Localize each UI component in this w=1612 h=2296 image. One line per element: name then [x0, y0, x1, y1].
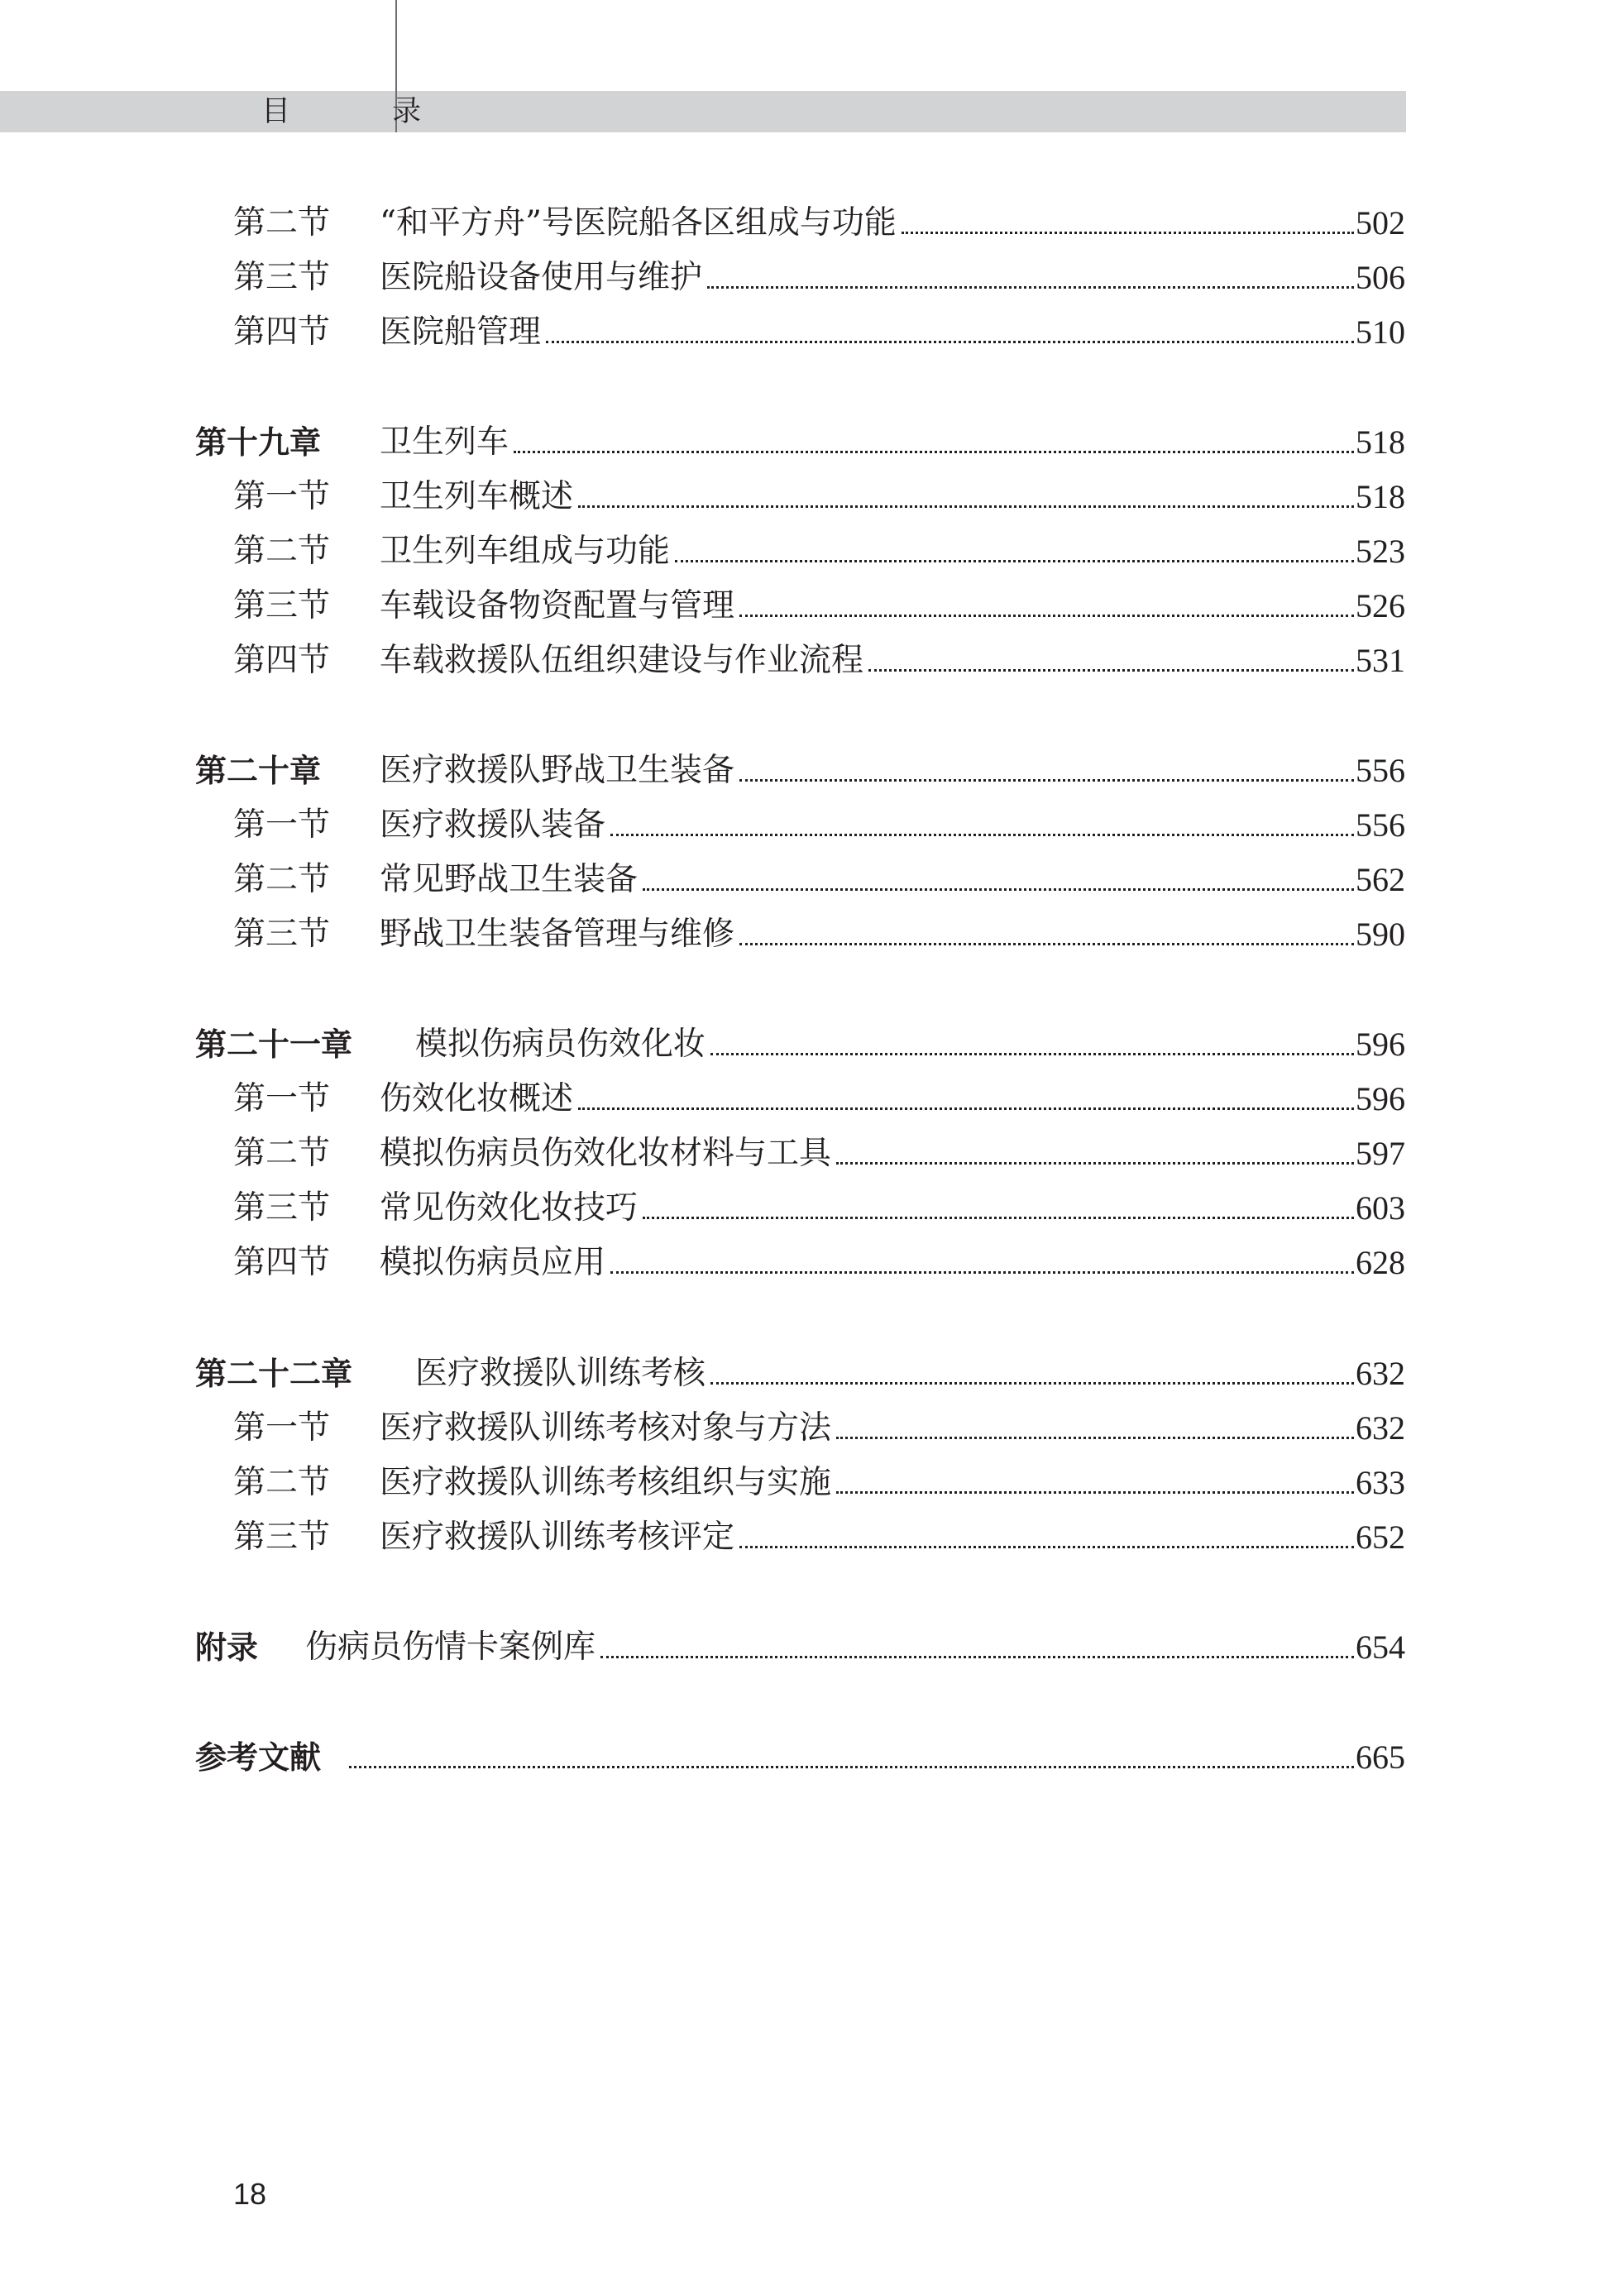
toc-entry-page: 510 [1356, 313, 1405, 351]
toc-chapter-label: 第二十二章 [195, 1356, 353, 1392]
toc-entry[interactable] [233, 801, 1405, 850]
dot-leader [836, 1491, 1354, 1494]
toc-entry-label: 第一节 [233, 1080, 331, 1117]
toc-entry-title: 医疗救援队训练考核评定 [380, 1519, 735, 1556]
toc-entry-label: 第四节 [233, 1244, 331, 1281]
toc-entry-page: 526 [1356, 587, 1405, 624]
toc-chapter[interactable] [195, 1020, 1405, 1069]
dot-leader [578, 505, 1354, 508]
dot-leader [643, 888, 1354, 891]
dot-leader [836, 1437, 1354, 1439]
toc-chapter[interactable] [195, 746, 1405, 796]
toc-entry-page: 628 [1356, 1244, 1405, 1281]
toc-entry-page: 518 [1356, 478, 1405, 515]
toc-entry-title: 伤效化妆概述 [380, 1080, 574, 1117]
toc-entry-label: 第二节 [233, 1135, 331, 1172]
dot-leader [675, 560, 1354, 562]
toc-entry-title: 常见野战卫生装备 [380, 861, 639, 898]
toc-entry-label: 第三节 [233, 916, 331, 953]
toc-entry-page: 603 [1356, 1189, 1405, 1227]
toc-entry-title: 常见伤效化妆技巧 [380, 1189, 639, 1227]
toc-chapter-page: 556 [1356, 752, 1405, 789]
toc-entry-title: 医疗救援队训练考核对象与方法 [380, 1409, 832, 1447]
toc-entry-label: 第三节 [233, 259, 331, 296]
toc-entry-page: 590 [1356, 916, 1405, 953]
toc-entry[interactable] [233, 1074, 1405, 1124]
dot-leader [739, 615, 1354, 617]
dot-leader [514, 451, 1354, 453]
toc-entry-page: 597 [1356, 1135, 1405, 1172]
dot-leader [868, 669, 1354, 672]
dot-leader [578, 1107, 1354, 1110]
toc-entry-label: 第四节 [233, 313, 331, 351]
toc-chapter-page: 596 [1356, 1026, 1405, 1063]
toc-chapter-title: 模拟伤病员伤效化妆 [415, 1026, 706, 1063]
toc-entry-label: 第一节 [233, 806, 331, 844]
toc-chapter[interactable] [195, 418, 1405, 467]
toc-entry-page: 502 [1356, 204, 1405, 242]
toc-references-label: 参考文献 [195, 1739, 322, 1776]
toc-chapter-title: 医疗救援队训练考核 [415, 1355, 706, 1392]
dot-leader [600, 1656, 1354, 1658]
dot-leader [610, 1271, 1354, 1274]
toc-entry-title: 医院船管理 [380, 313, 542, 351]
toc-chapter-label: 第十九章 [195, 424, 322, 461]
dot-leader [349, 1766, 1354, 1768]
toc-entry[interactable] [233, 1458, 1405, 1508]
toc-entry-label: 第二节 [233, 861, 331, 898]
toc-entry[interactable] [233, 636, 1405, 686]
toc-entry-title: 卫生列车组成与功能 [380, 533, 671, 570]
dot-leader [902, 232, 1354, 234]
toc-entry-label: 第三节 [233, 1189, 331, 1227]
toc-appendix-page: 654 [1356, 1629, 1405, 1666]
toc-references[interactable] [195, 1733, 1405, 1782]
toc-entry-label: 第四节 [233, 642, 331, 679]
toc-entry-title: 医疗救援队装备 [380, 806, 606, 844]
page-number: 18 [233, 2177, 267, 2211]
toc-entry-title: 医疗救援队训练考核组织与实施 [380, 1464, 832, 1501]
toc-entry-label: 第三节 [233, 587, 331, 624]
toc-entry-label: 第一节 [233, 478, 331, 515]
toc-entry-title: “和平方舟”号医院船各区组成与功能 [380, 204, 897, 242]
toc-entry-title: 车载设备物资配置与管理 [380, 587, 735, 624]
toc-entry[interactable] [233, 1129, 1405, 1179]
toc-appendix-label: 附录 [195, 1629, 259, 1666]
toc-entry-title: 医院船设备使用与维护 [380, 259, 703, 296]
toc-appendix[interactable] [195, 1623, 1405, 1672]
toc-entry-page: 596 [1356, 1080, 1405, 1117]
page-header-title: 目 录 [261, 95, 468, 128]
toc-entry[interactable] [233, 1513, 1405, 1562]
dot-leader [739, 943, 1354, 945]
dot-leader [836, 1162, 1354, 1165]
toc-entry[interactable] [233, 855, 1405, 905]
dot-leader [643, 1217, 1354, 1219]
toc-entry[interactable] [233, 308, 1405, 357]
toc-entry-page: 632 [1356, 1409, 1405, 1447]
toc-entry-page: 506 [1356, 259, 1405, 296]
toc-chapter-label: 第二十章 [195, 753, 322, 789]
dot-leader [739, 779, 1354, 782]
toc-entry-title: 车载救援队伍组织建设与作业流程 [380, 642, 864, 679]
toc-entry[interactable] [233, 253, 1405, 303]
toc-entry[interactable] [233, 910, 1405, 959]
toc-chapter-title: 医疗救援队野战卫生装备 [380, 752, 735, 789]
toc-chapter-title: 卫生列车 [380, 423, 509, 461]
toc-entry-title: 野战卫生装备管理与维修 [380, 916, 735, 953]
dot-leader [546, 341, 1354, 343]
dot-leader [710, 1053, 1354, 1055]
toc-entry-title: 卫生列车概述 [380, 478, 574, 515]
toc-entry[interactable] [233, 472, 1405, 522]
dot-leader [739, 1546, 1354, 1548]
toc-references-page: 665 [1356, 1739, 1405, 1776]
toc-chapter[interactable] [195, 1349, 1405, 1399]
toc-entry[interactable] [233, 199, 1405, 248]
dot-leader [710, 1382, 1354, 1385]
toc-entry-page: 523 [1356, 533, 1405, 570]
toc-chapter-page: 518 [1356, 423, 1405, 461]
toc-entry-page: 652 [1356, 1519, 1405, 1556]
toc-appendix-title: 伤病员伤情卡案例库 [305, 1629, 596, 1666]
toc-entry[interactable] [233, 1238, 1405, 1288]
dot-leader [610, 834, 1354, 836]
toc-entry-label: 第三节 [233, 1519, 331, 1556]
toc-entry-label: 第二节 [233, 533, 331, 570]
toc-entry-label: 第一节 [233, 1409, 331, 1447]
toc-chapter-page: 632 [1356, 1355, 1405, 1392]
toc-entry-label: 第二节 [233, 204, 331, 242]
toc-entry[interactable] [233, 1404, 1405, 1453]
toc-entry-title: 模拟伤病员应用 [380, 1244, 606, 1281]
toc-entry-title: 模拟伤病员伤效化妆材料与工具 [380, 1135, 832, 1172]
toc-entry-page: 562 [1356, 861, 1405, 898]
toc-entry-page: 556 [1356, 806, 1405, 844]
toc-entry-label: 第二节 [233, 1464, 331, 1501]
toc-chapter-label: 第二十一章 [195, 1026, 353, 1063]
toc-entry[interactable] [233, 581, 1405, 631]
toc-entry-page: 633 [1356, 1464, 1405, 1501]
toc-entry-page: 531 [1356, 642, 1405, 679]
toc-entry[interactable] [233, 1184, 1405, 1233]
toc-entry[interactable] [233, 527, 1405, 576]
dot-leader [707, 286, 1354, 289]
